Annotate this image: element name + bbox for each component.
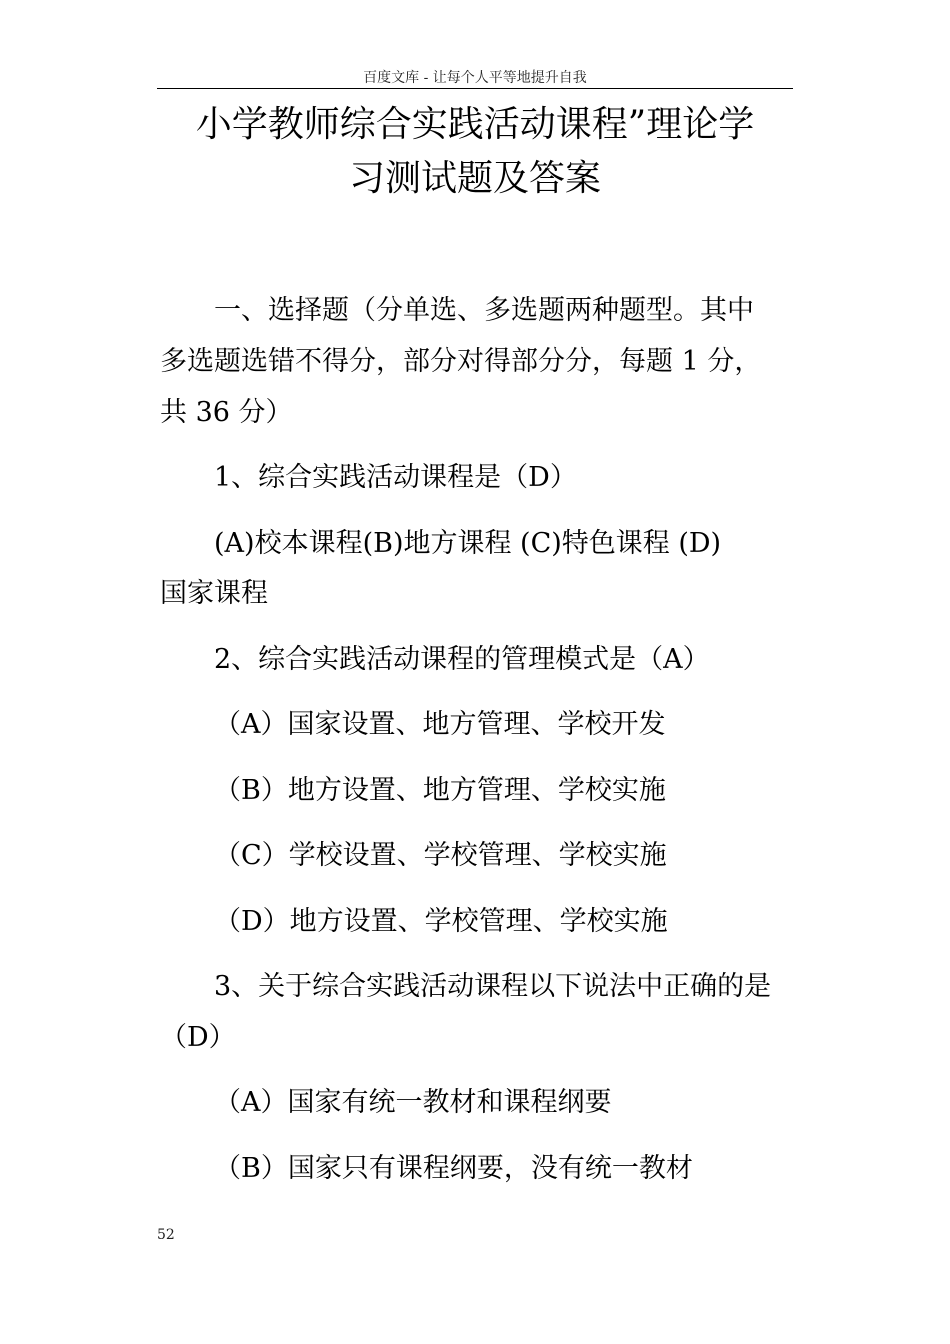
section-heading-line-3: 共 36 分） xyxy=(160,397,293,428)
page-number: 52 xyxy=(157,1227,175,1243)
question-2-option-c: （C）学校设置、学校管理、学校实施 xyxy=(214,840,667,871)
question-2-option-a: （A）国家设置、地方管理、学校开发 xyxy=(214,709,666,740)
page-header: 百度文库 - 让每个人平等地提升自我 xyxy=(363,70,587,86)
section-heading-line-2: 多选题选错不得分，部分对得部分分，每题 1 分， xyxy=(160,346,762,377)
question-2-option-b: （B）地方设置、地方管理、学校实施 xyxy=(214,775,666,806)
question-3-line-1: 3、关于综合实践活动课程以下说法中正确的是 xyxy=(214,971,772,1002)
question-1-options-line-1: (A)校本课程(B)地方课程 (C)特色课程 (D) xyxy=(214,528,722,559)
question-3-option-b: （B）国家只有课程纲要，没有统一教材 xyxy=(214,1153,693,1184)
section-heading-line-1: 一、选择题（分单选、多选题两种题型。其中 xyxy=(214,295,754,326)
title-line-1: 小学教师综合实践活动课程”理论学 xyxy=(195,104,755,145)
question-3-line-2: （D） xyxy=(160,1022,236,1053)
header-divider xyxy=(157,88,793,89)
question-1-options-line-2: 国家课程 xyxy=(160,578,268,609)
title-line-2: 习测试题及答案 xyxy=(348,158,601,199)
question-1: 1、综合实践活动课程是（D） xyxy=(214,462,577,493)
document-title xyxy=(150,98,800,206)
question-3-option-a: （A）国家有统一教材和课程纲要 xyxy=(214,1087,612,1118)
question-2: 2、综合实践活动课程的管理模式是（A） xyxy=(214,644,710,675)
question-2-option-d: （D）地方设置、学校管理、学校实施 xyxy=(214,906,668,937)
